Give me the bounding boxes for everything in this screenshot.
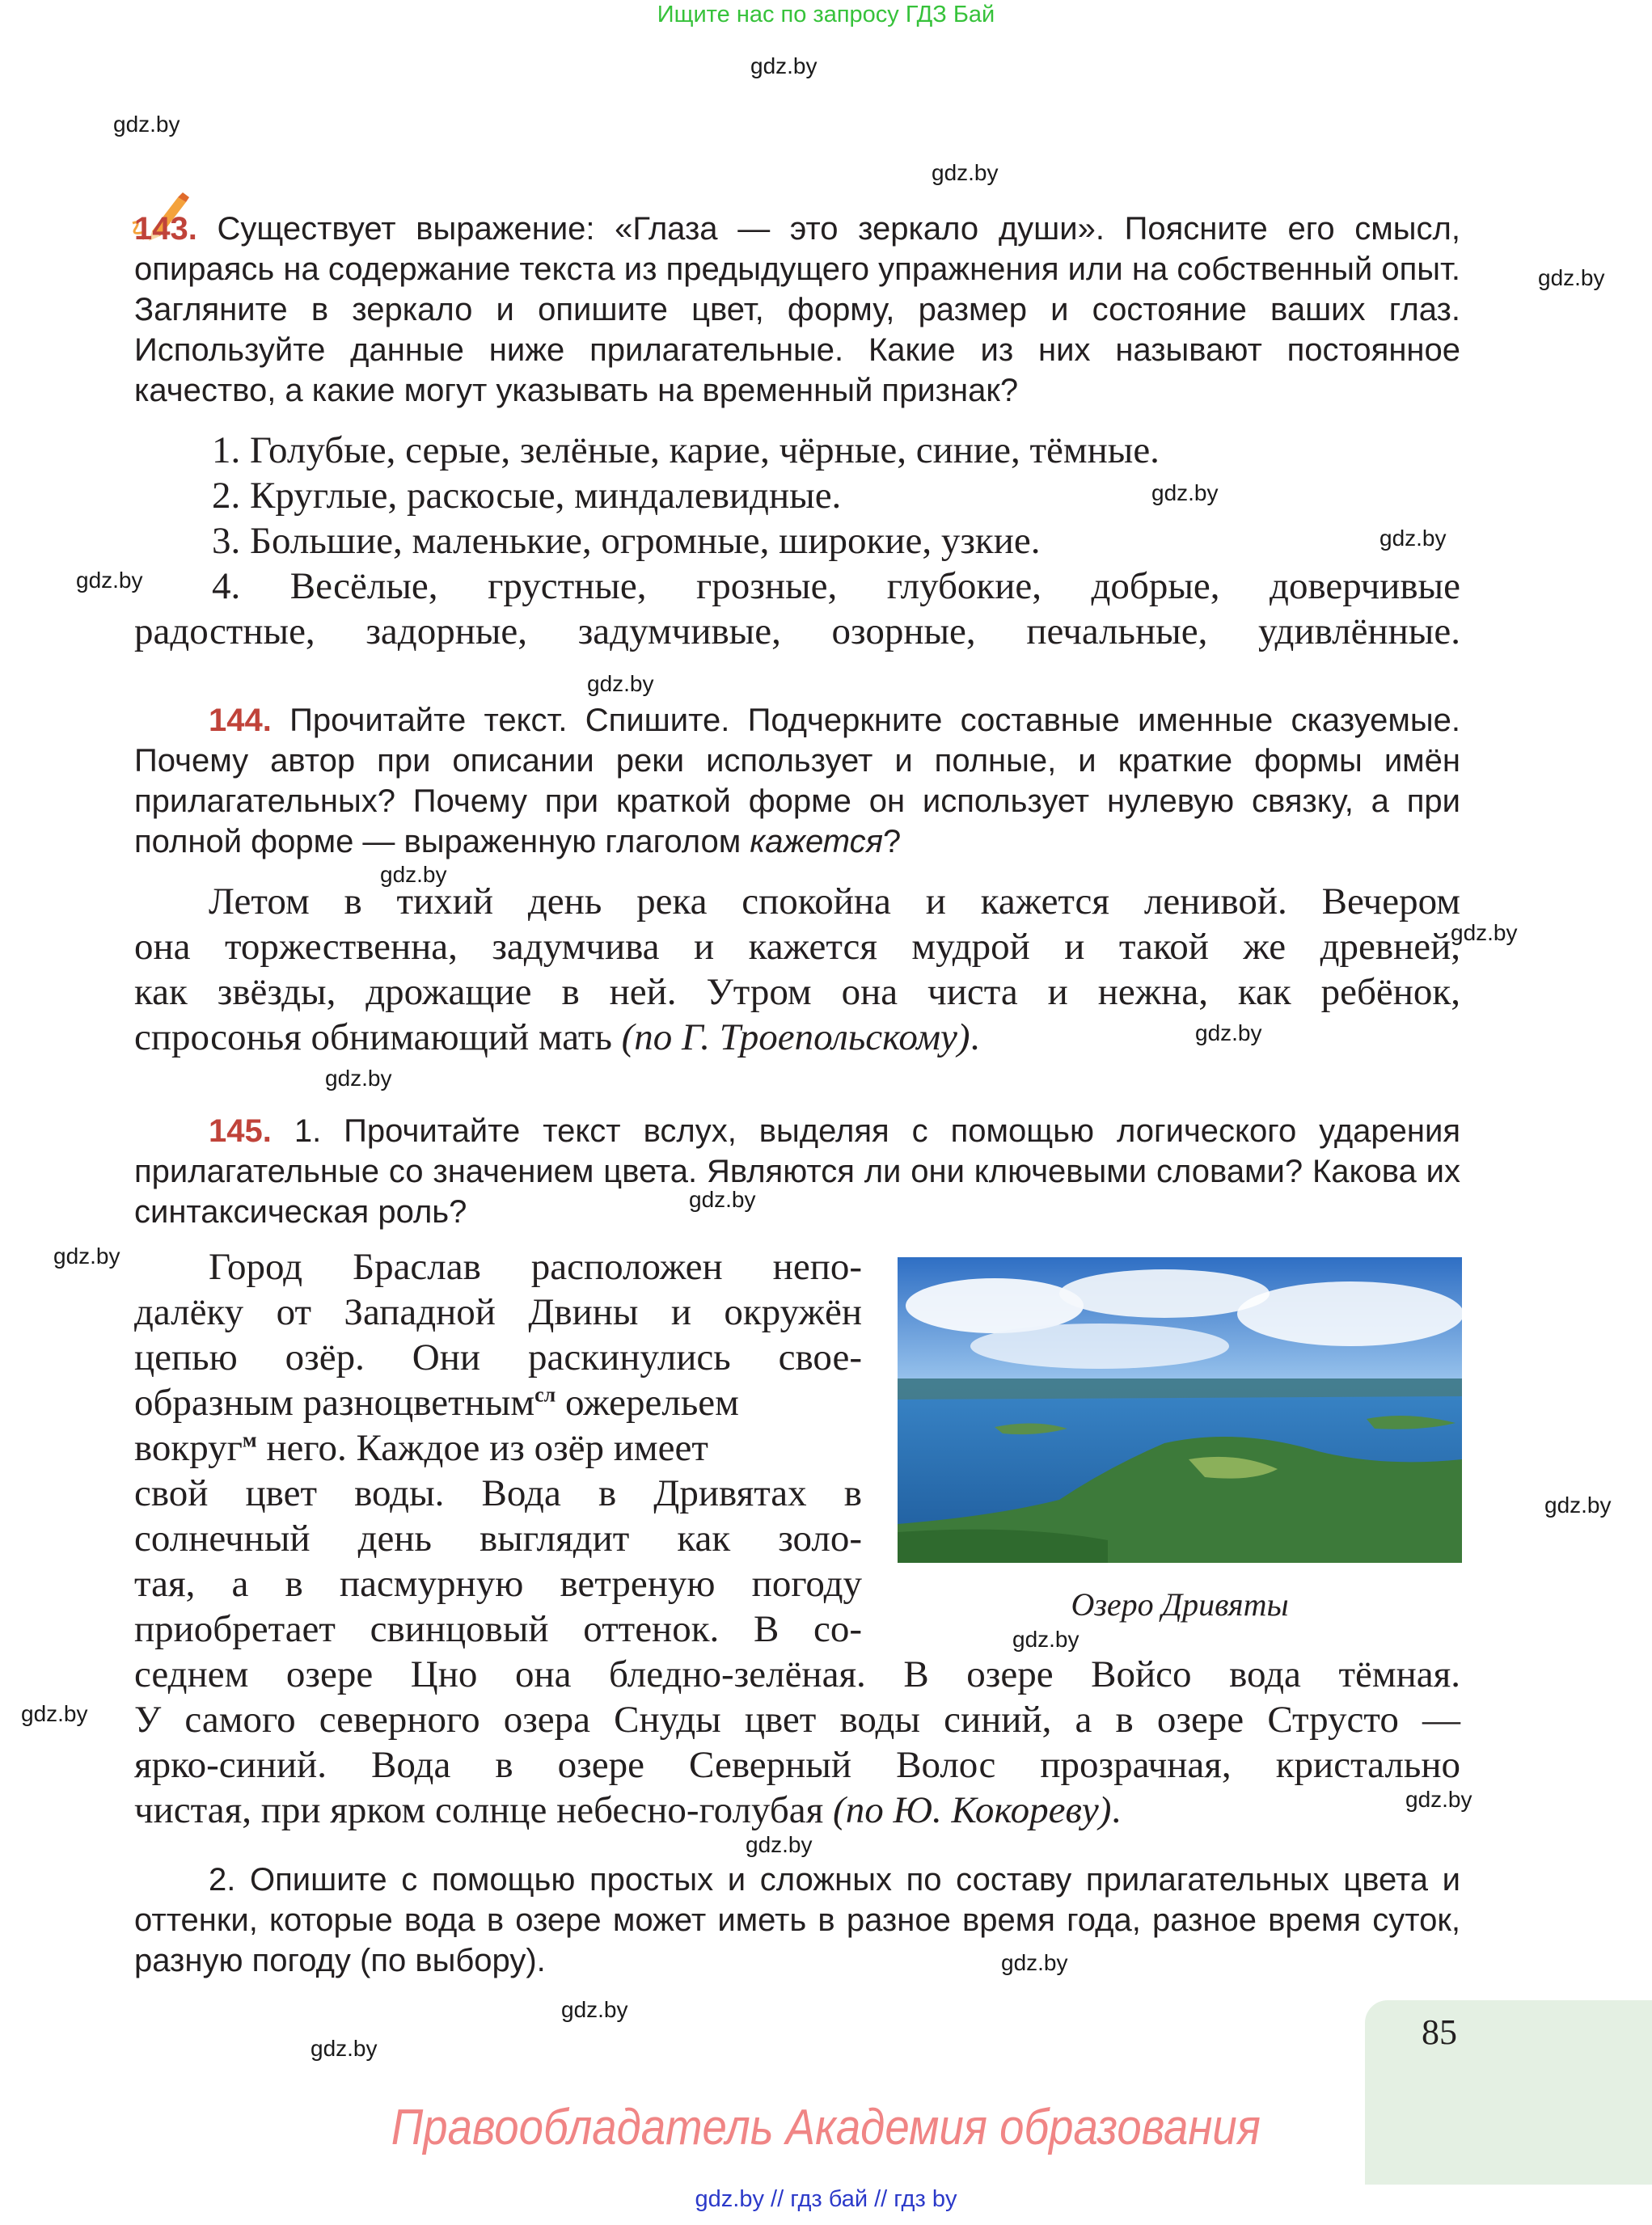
adjective-list-item: 4. Весёлые, грустные, грозные, глубокие, добрые, доверчивые: [212, 565, 1460, 607]
text-fragment: спросонья обнимающий мать: [134, 1016, 612, 1058]
text-line-with-source: [134, 1788, 1121, 1832]
footer-links[interactable]: gdz.by // гдз бай // гдз by: [695, 2186, 957, 2212]
exercise-144-intro: [134, 700, 1460, 862]
watermark: gdz.by: [1012, 1627, 1080, 1652]
copyright-owner: Правообладатель Академия образования: [391, 2100, 1261, 2155]
text-line: У самого северного озера Снуды цвет воды синий, а в озере Струсто —: [134, 1699, 1460, 1741]
watermark: gdz.by: [689, 1187, 756, 1212]
watermark: gdz.by: [746, 1832, 813, 1857]
watermark: gdz.by: [1151, 480, 1219, 505]
exercise-text: Прочитайте текст. Спишите. Подчеркните составные именные сказуемые. Почему автор при описании реки использует и полные, и краткие формы имён прилагательных? Почему при краткой форме он использует нулевую связку, а при полной форме — выраженную глаголом: [134, 703, 1460, 859]
text-fragment: .: [1111, 1789, 1122, 1831]
text-fragment: чистая, при ярком солнце небесно-голубая: [134, 1789, 824, 1831]
adjective-list-item: радостные, задорные, задумчивые, озорные, печальные, удивлённые.: [134, 610, 1460, 652]
exercise-number: 145.: [209, 1113, 272, 1149]
text-line: солнечный день выглядит как золо-: [134, 1518, 862, 1560]
watermark: gdz.by: [311, 2036, 378, 2061]
text-line: седнем озере Цно она бледно-зелёная. В озере Войсо вода тёмная.: [134, 1653, 1460, 1695]
text-fragment: вокруг: [134, 1427, 243, 1469]
text-line: тая, а в пасмурную ветреную погоду: [134, 1563, 862, 1605]
watermark: gdz.by: [1405, 1787, 1472, 1812]
text-fragment: ожерельем: [556, 1382, 739, 1424]
watermark: gdz.by: [1544, 1492, 1612, 1518]
text-line: она торжественна, задумчива и кажется мудрой и такой же древней,: [134, 926, 1460, 968]
exercise-text: 1. Прочитайте текст вслух, выделяя с помощью логического ударения прилагательные со значением цвета. Являются ли они ключевыми словами? Какова их синтаксическая роль?: [134, 1113, 1460, 1230]
adjective-list-item: 3. Большие, маленькие, огромные, широкие, узкие.: [212, 520, 1041, 562]
adjective-list-item: 1. Голубые, серые, зелёные, карие, чёрные, синие, тёмные.: [212, 429, 1160, 471]
superscript-mark: м: [242, 1428, 257, 1452]
exercise-145-intro: [134, 1111, 1460, 1232]
watermark: gdz.by: [76, 568, 143, 593]
text-line: Летом в тихий день река спокойна и кажется ленивой. Вечером: [209, 880, 1460, 923]
top-banner[interactable]: Ищите нас по запросу ГДЗ Бай: [657, 2, 995, 27]
watermark: gdz.by: [380, 862, 447, 887]
exercise-number: 143.: [134, 211, 197, 247]
source-reference: (по Ю. Кокореву): [833, 1789, 1112, 1831]
exercise-text: ?: [883, 824, 902, 859]
text-line: свой цвет воды. Вода в Дривятах в: [134, 1472, 862, 1514]
exercise-text: Существует выражение: «Глаза — это зеркало души». Поясните его смысл, опираясь на содержание текста из предыдущего упражнения или на собственный опыт. Загляните в зеркало и опишите цвет, форму, размер и состояние ваших глаз. Используйте данные ниже прилагательные. Какие из них называют постоянное качество, а какие могут указывать на временный признак?: [134, 211, 1460, 408]
lake-photo: [898, 1257, 1462, 1563]
exercise-text-italic: кажется: [750, 824, 884, 859]
watermark: gdz.by: [1451, 920, 1518, 945]
watermark: gdz.by: [53, 1243, 120, 1269]
watermark: gdz.by: [325, 1066, 392, 1091]
watermark: gdz.by: [113, 112, 180, 137]
exercise-145-task2: 2. Опишите с помощью простых и сложных по составу прилагательных цвета и оттенки, которые вода в озере может иметь в разное время года, разное время суток, разную погоду (по выбору).: [134, 1862, 1460, 1978]
text-fragment: него. Каждое из озёр имеет: [256, 1427, 708, 1469]
watermark: gdz.by: [1001, 1950, 1068, 1975]
text-line-with-source: [134, 1015, 979, 1059]
text-line: приобретает свинцовый оттенок. В со-: [134, 1608, 862, 1650]
watermark: gdz.by: [1538, 265, 1605, 290]
superscript-mark: сл: [534, 1383, 556, 1407]
exercise-143-intro: [134, 209, 1460, 411]
photo-caption: Озеро Дривяты: [1071, 1586, 1289, 1623]
source-reference: (по Г. Троепольскому): [621, 1016, 970, 1058]
text-line: Город Браслав расположен непо-: [209, 1246, 862, 1288]
watermark: gdz.by: [750, 53, 818, 78]
page-number: 85: [1422, 2012, 1457, 2052]
watermark: gdz.by: [932, 160, 999, 185]
text-line: цепью озёр. Они раскинулись свое-: [134, 1336, 862, 1378]
text-line: как звёзды, дрожащие в ней. Утром она чиста и нежна, как ребёнок,: [134, 971, 1460, 1013]
watermark: gdz.by: [1379, 526, 1447, 551]
exercise-number: 144.: [209, 703, 272, 738]
text-line: далёку от Западной Двины и окружён: [134, 1291, 862, 1333]
adjective-list-item: 2. Круглые, раскосые, миндалевидные.: [212, 475, 842, 517]
text-fragment: образным разноцветным: [134, 1382, 535, 1424]
text-line: [134, 1381, 862, 1425]
watermark: gdz.by: [1195, 1020, 1262, 1045]
text-line: [134, 1426, 862, 1470]
watermark: gdz.by: [21, 1701, 88, 1726]
watermark: gdz.by: [561, 1997, 628, 2022]
text-fragment: .: [970, 1016, 980, 1058]
watermark: gdz.by: [587, 671, 654, 696]
text-line: ярко-синий. Вода в озере Северный Волос прозрачная, кристально: [134, 1744, 1460, 1786]
